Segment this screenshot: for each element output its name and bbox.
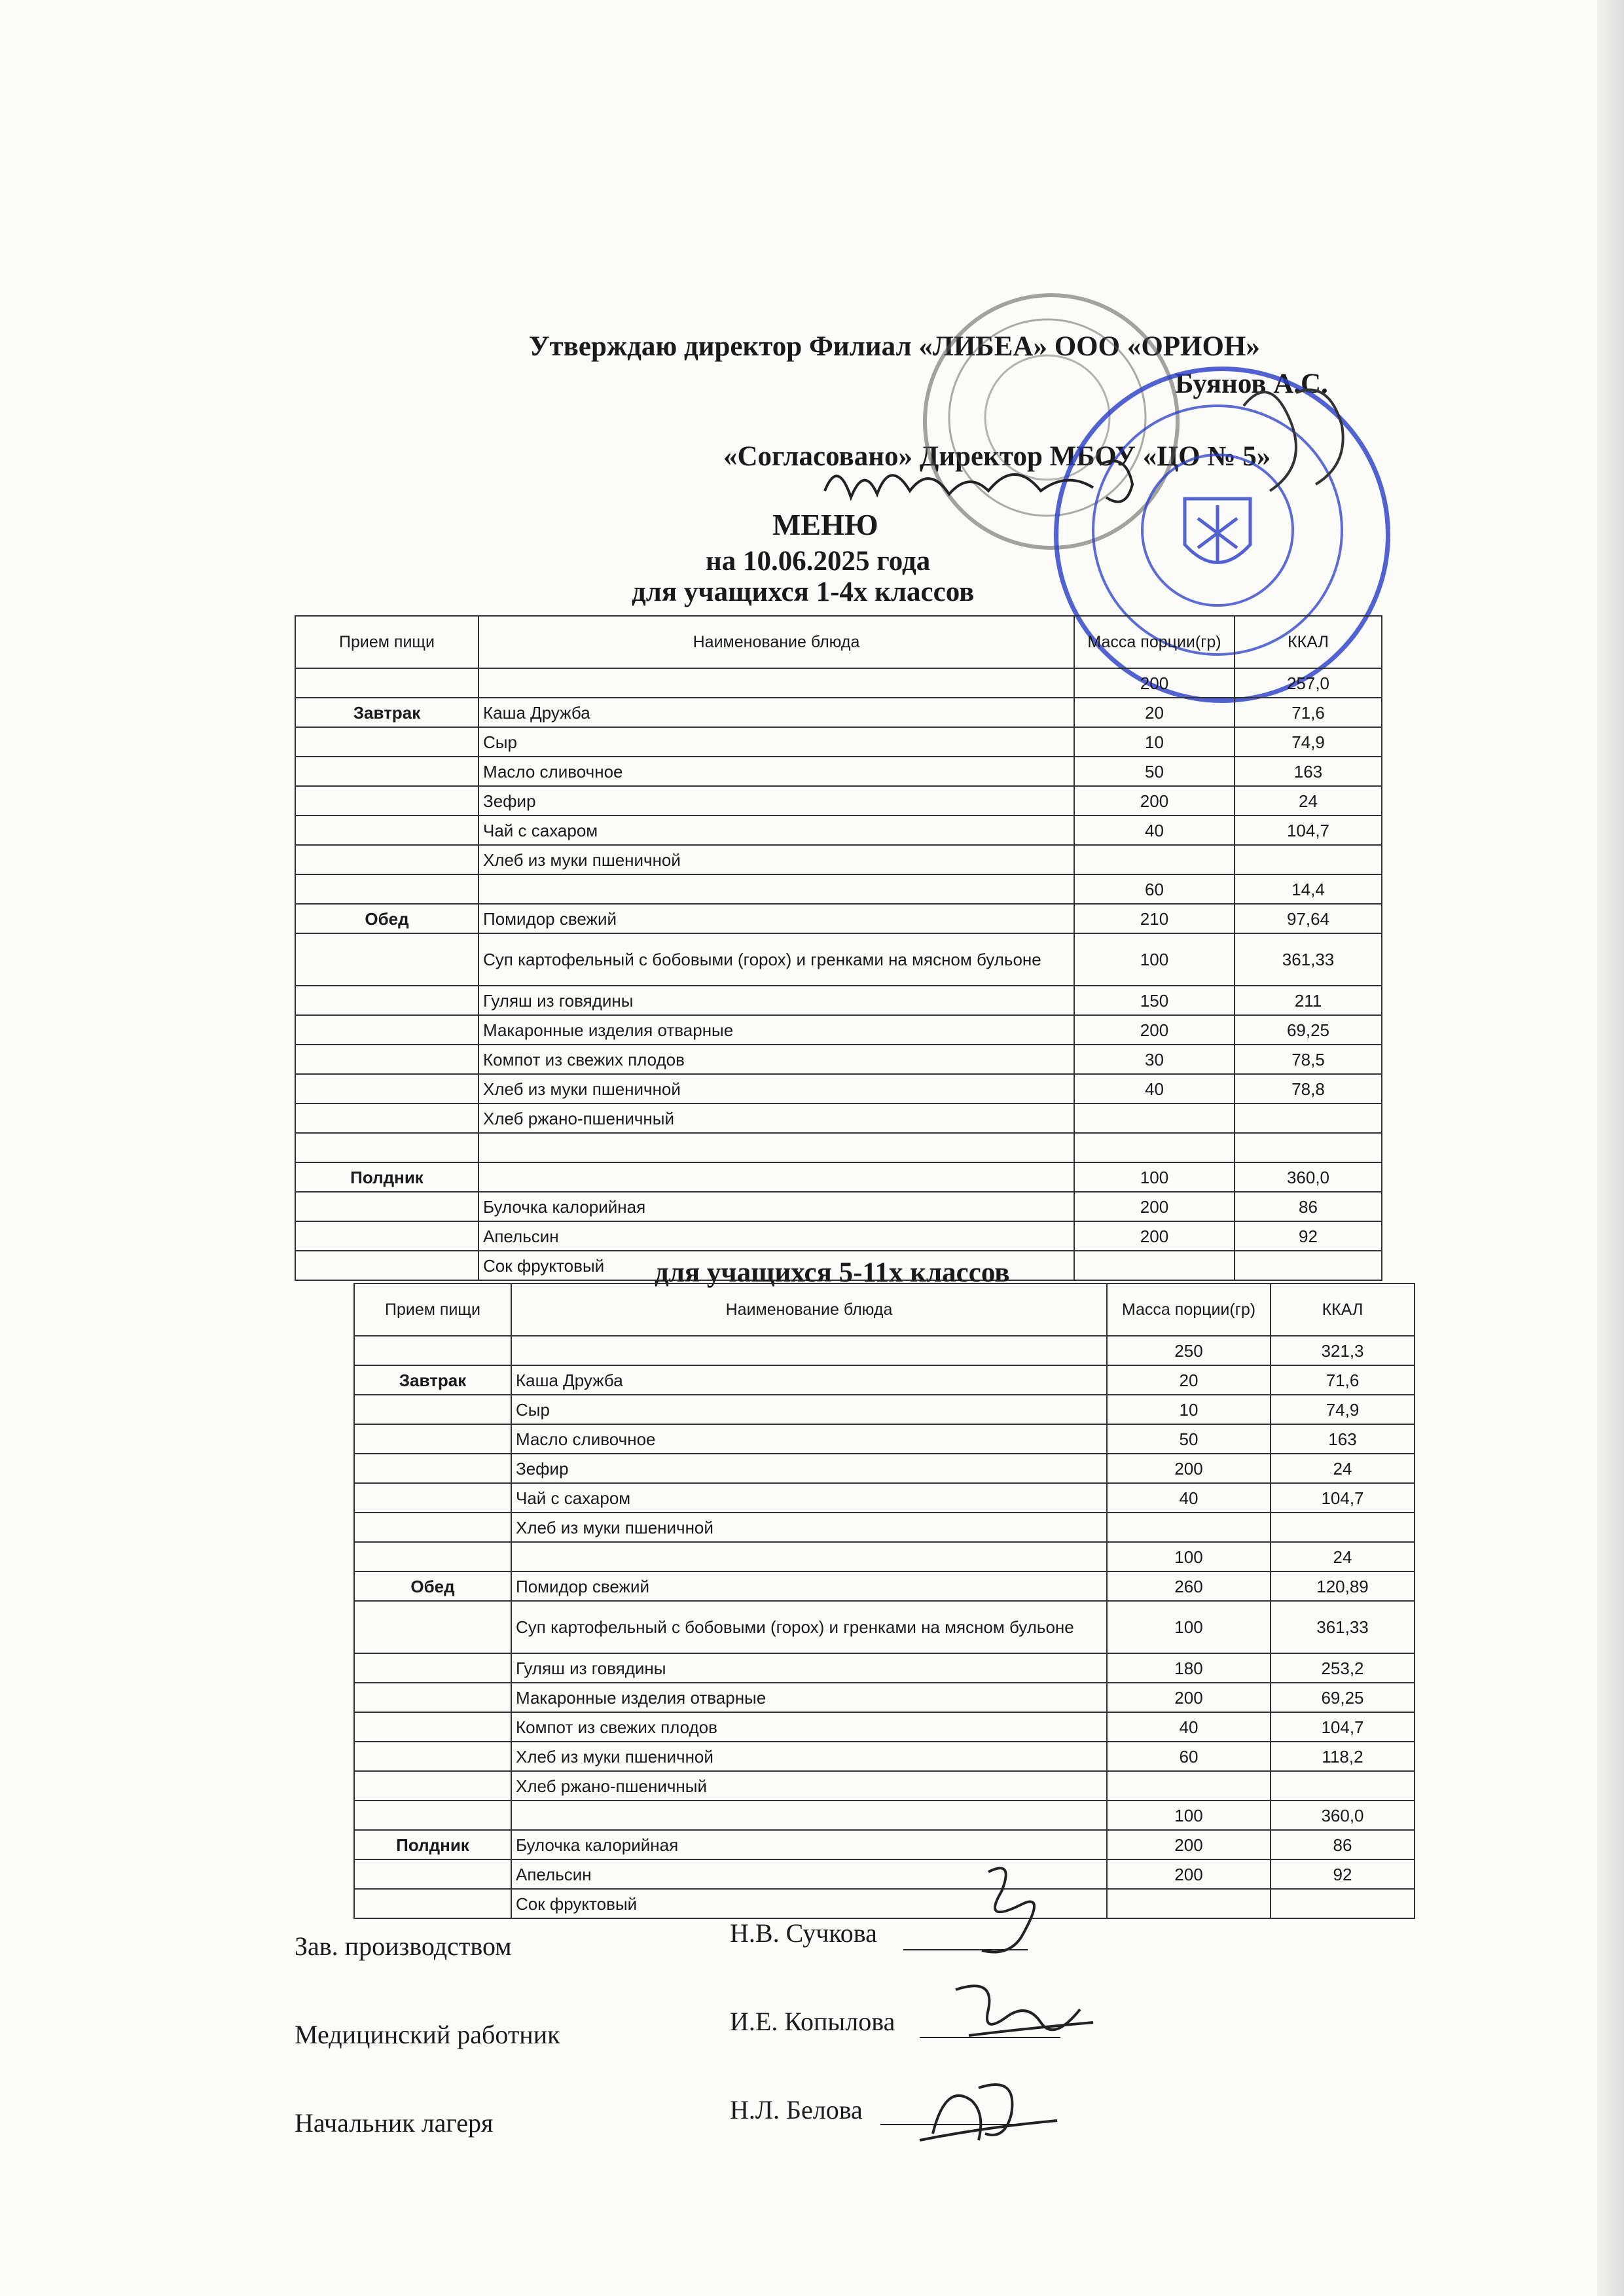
meal-cell xyxy=(295,1045,478,1074)
kcal-cell: 71,6 xyxy=(1235,698,1382,727)
dish-cell xyxy=(478,1162,1074,1192)
dish-cell: Масло сливочное xyxy=(478,757,1074,786)
mass-cell: 10 xyxy=(1107,1395,1271,1424)
table-row xyxy=(354,1454,1415,1483)
col-header-dish: Наименование блюда xyxy=(478,616,1074,668)
kcal-cell: 104,7 xyxy=(1271,1483,1415,1513)
menu-table-grades-5-11 xyxy=(353,1283,1415,1919)
kcal-cell: 92 xyxy=(1235,1221,1382,1251)
footer-name-production: Н.В. Сучкова xyxy=(730,1918,877,1948)
mass-cell: 20 xyxy=(1074,698,1235,727)
col-header-mass: Масса порции(гр) xyxy=(1107,1283,1271,1336)
table-row xyxy=(295,698,1382,727)
table-row xyxy=(354,1542,1415,1571)
kcal-cell: 253,2 xyxy=(1271,1653,1415,1683)
table-row xyxy=(295,1133,1382,1162)
meal-cell xyxy=(295,1074,478,1103)
dish-cell: Помидор свежий xyxy=(511,1571,1107,1601)
table-row xyxy=(295,1162,1382,1192)
kcal-cell: 257,0 xyxy=(1235,668,1382,698)
dish-cell: Апельсин xyxy=(511,1859,1107,1889)
dish-cell: Зефир xyxy=(478,786,1074,816)
dish-cell xyxy=(511,1542,1107,1571)
col-header-meal: Прием пищи xyxy=(354,1283,511,1336)
footer-role-production: Зав. производством xyxy=(295,1931,512,1961)
dish-cell: Хлеб из муки пшеничной xyxy=(478,1074,1074,1103)
table-row xyxy=(295,1192,1382,1221)
dish-cell xyxy=(478,874,1074,904)
dish-cell xyxy=(478,668,1074,698)
dish-cell: Компот из свежих плодов xyxy=(478,1045,1074,1074)
meal-cell xyxy=(295,1133,478,1162)
footer-name-medical: И.Е. Копылова xyxy=(730,2007,895,2036)
kcal-cell: 92 xyxy=(1271,1859,1415,1889)
menu-title: МЕНЮ xyxy=(772,508,878,541)
meal-cell xyxy=(295,986,478,1015)
dish-cell: Суп картофельный с бобовыми (горох) и гренками на мясном бульоне xyxy=(511,1601,1107,1653)
mass-cell: 100 xyxy=(1107,1801,1271,1830)
dish-cell: Компот из свежих плодов xyxy=(511,1712,1107,1742)
meal-cell xyxy=(295,1192,478,1221)
col-header-kcal: ККАЛ xyxy=(1235,616,1382,668)
dish-cell: Каша Дружба xyxy=(511,1365,1107,1395)
table-row xyxy=(354,1859,1415,1889)
mass-cell: 200 xyxy=(1107,1683,1271,1712)
mass-cell: 150 xyxy=(1074,986,1235,1015)
footer-role-camp-head: Начальник лагеря xyxy=(295,2108,494,2138)
mass-cell xyxy=(1074,845,1235,874)
production-signature xyxy=(943,1852,1074,1964)
table-row xyxy=(295,668,1382,698)
meal-cell xyxy=(354,1601,511,1653)
meal-cell xyxy=(354,1859,511,1889)
table-row xyxy=(354,1483,1415,1513)
meal-cell: Обед xyxy=(354,1571,511,1601)
mass-cell: 40 xyxy=(1074,816,1235,845)
mass-cell xyxy=(1107,1513,1271,1542)
mass-cell: 200 xyxy=(1107,1859,1271,1889)
kcal-cell: 74,9 xyxy=(1271,1395,1415,1424)
meal-cell xyxy=(354,1683,511,1712)
meal-cell xyxy=(295,1103,478,1133)
director-signature xyxy=(1231,367,1375,511)
dish-cell: Хлеб из муки пшеничной xyxy=(511,1513,1107,1542)
mass-cell: 200 xyxy=(1107,1454,1271,1483)
dish-cell: Гуляш из говядины xyxy=(478,986,1074,1015)
mass-cell: 50 xyxy=(1107,1424,1271,1454)
meal-cell xyxy=(354,1742,511,1771)
table-row xyxy=(354,1336,1415,1365)
meal-cell xyxy=(354,1513,511,1542)
mass-cell: 100 xyxy=(1107,1601,1271,1653)
table-row xyxy=(295,727,1382,757)
kcal-cell: 120,89 xyxy=(1271,1571,1415,1601)
kcal-cell xyxy=(1271,1513,1415,1542)
meal-cell xyxy=(295,757,478,786)
table-row xyxy=(295,986,1382,1015)
kcal-cell: 361,33 xyxy=(1271,1601,1415,1653)
kcal-cell: 14,4 xyxy=(1235,874,1382,904)
kcal-cell: 118,2 xyxy=(1271,1742,1415,1771)
kcal-cell: 86 xyxy=(1235,1192,1382,1221)
kcal-cell: 97,64 xyxy=(1235,904,1382,933)
meal-cell: Завтрак xyxy=(354,1365,511,1395)
kcal-cell xyxy=(1271,1771,1415,1801)
kcal-cell: 78,8 xyxy=(1235,1074,1382,1103)
dish-cell: Чай с сахаром xyxy=(511,1483,1107,1513)
col-header-dish: Наименование блюда xyxy=(511,1283,1107,1336)
kcal-cell: 74,9 xyxy=(1235,727,1382,757)
mass-cell xyxy=(1074,1133,1235,1162)
table-row xyxy=(354,1365,1415,1395)
mass-cell xyxy=(1074,1103,1235,1133)
meal-cell: Завтрак xyxy=(295,698,478,727)
kcal-cell xyxy=(1235,845,1382,874)
kcal-cell: 69,25 xyxy=(1271,1683,1415,1712)
table-row xyxy=(295,786,1382,816)
table-row xyxy=(295,845,1382,874)
mass-cell: 40 xyxy=(1107,1712,1271,1742)
mass-cell: 10 xyxy=(1074,727,1235,757)
table-row xyxy=(354,1889,1415,1918)
meal-cell xyxy=(354,1483,511,1513)
table-row xyxy=(295,874,1382,904)
dish-cell: Булочка калорийная xyxy=(511,1830,1107,1859)
agreed-signature xyxy=(818,445,1185,530)
table-row xyxy=(354,1424,1415,1454)
mass-cell: 60 xyxy=(1107,1742,1271,1771)
dish-cell: Сыр xyxy=(511,1395,1107,1424)
dish-cell xyxy=(511,1336,1107,1365)
table-row xyxy=(354,1653,1415,1683)
meal-cell xyxy=(354,1454,511,1483)
dish-cell: Масло сливочное xyxy=(511,1424,1107,1454)
col-header-meal: Прием пищи xyxy=(295,616,478,668)
meal-cell: Обед xyxy=(295,904,478,933)
dish-cell xyxy=(478,1133,1074,1162)
mass-cell: 20 xyxy=(1107,1365,1271,1395)
kcal-cell: 104,7 xyxy=(1271,1712,1415,1742)
meal-cell xyxy=(354,1542,511,1571)
meal-cell xyxy=(295,874,478,904)
menu-table-grades-1-4 xyxy=(295,615,1382,1281)
dish-cell: Гуляш из говядины xyxy=(511,1653,1107,1683)
meal-cell xyxy=(295,1221,478,1251)
mass-cell xyxy=(1107,1771,1271,1801)
kcal-cell: 24 xyxy=(1271,1454,1415,1483)
mass-cell: 210 xyxy=(1074,904,1235,933)
agreed-line: «Согласовано» Директор МБОУ «ЦО № 5» xyxy=(723,441,1271,472)
dish-cell xyxy=(511,1801,1107,1830)
mass-cell: 100 xyxy=(1074,1162,1235,1192)
dish-cell: Каша Дружба xyxy=(478,698,1074,727)
dish-cell: Макаронные изделия отварные xyxy=(511,1683,1107,1712)
dish-cell: Макаронные изделия отварные xyxy=(478,1015,1074,1045)
mass-cell: 40 xyxy=(1107,1483,1271,1513)
table-row xyxy=(354,1513,1415,1542)
scan-edge-shadow xyxy=(1597,0,1624,2296)
approval-name: Буянов А.С. xyxy=(1175,368,1328,399)
table-row xyxy=(354,1395,1415,1424)
dish-cell: Сыр xyxy=(478,727,1074,757)
kcal-cell: 360,0 xyxy=(1271,1801,1415,1830)
kcal-cell: 211 xyxy=(1235,986,1382,1015)
dish-cell: Суп картофельный с бобовыми (горох) и гренками на мясном бульоне xyxy=(478,933,1074,986)
mass-cell: 250 xyxy=(1107,1336,1271,1365)
kcal-cell: 360,0 xyxy=(1235,1162,1382,1192)
kcal-cell: 321,3 xyxy=(1271,1336,1415,1365)
mass-cell: 100 xyxy=(1074,933,1235,986)
kcal-cell: 24 xyxy=(1235,786,1382,816)
dish-cell: Сок фруктовый xyxy=(511,1889,1107,1918)
dish-cell: Хлеб из муки пшеничной xyxy=(511,1742,1107,1771)
mass-cell: 200 xyxy=(1074,786,1235,816)
table-row xyxy=(295,1015,1382,1045)
kcal-cell: 86 xyxy=(1271,1830,1415,1859)
dish-cell: Сок фруктовый xyxy=(478,1251,1074,1280)
mass-cell: 30 xyxy=(1074,1045,1235,1074)
dish-cell: Хлеб ржано-пшеничный xyxy=(511,1771,1107,1801)
table-row xyxy=(354,1683,1415,1712)
meal-cell xyxy=(354,1395,511,1424)
footer-role-medical: Медицинский работник xyxy=(295,2020,560,2049)
table-row xyxy=(354,1601,1415,1653)
mass-cell: 100 xyxy=(1107,1542,1271,1571)
table-row xyxy=(295,1045,1382,1074)
mass-cell: 40 xyxy=(1074,1074,1235,1103)
dish-cell: Помидор свежий xyxy=(478,904,1074,933)
table-row xyxy=(354,1742,1415,1771)
table1-caption: для учащихся 1-4х классов xyxy=(632,577,975,607)
meal-cell xyxy=(354,1336,511,1365)
kcal-cell: 24 xyxy=(1271,1542,1415,1571)
kcal-cell xyxy=(1235,1133,1382,1162)
meal-cell xyxy=(295,668,478,698)
meal-cell xyxy=(295,816,478,845)
kcal-cell: 163 xyxy=(1235,757,1382,786)
mass-cell: 180 xyxy=(1107,1653,1271,1683)
kcal-cell: 104,7 xyxy=(1235,816,1382,845)
meal-cell xyxy=(354,1712,511,1742)
col-header-mass: Масса порции(гр) xyxy=(1074,616,1235,668)
mass-cell: 200 xyxy=(1074,1221,1235,1251)
table-row xyxy=(295,1221,1382,1251)
meal-cell xyxy=(295,933,478,986)
kcal-cell xyxy=(1235,1103,1382,1133)
dish-cell: Хлеб из муки пшеничной xyxy=(478,845,1074,874)
dish-cell: Чай с сахаром xyxy=(478,816,1074,845)
meal-cell xyxy=(295,786,478,816)
mass-cell xyxy=(1107,1889,1271,1918)
meal-cell xyxy=(295,727,478,757)
table-row xyxy=(354,1712,1415,1742)
menu-date: на 10.06.2025 года xyxy=(706,546,931,577)
table-row xyxy=(295,816,1382,845)
meal-cell: Полдник xyxy=(354,1830,511,1859)
meal-cell: Полдник xyxy=(295,1162,478,1192)
meal-cell xyxy=(354,1424,511,1454)
kcal-cell: 361,33 xyxy=(1235,933,1382,986)
table-row xyxy=(354,1571,1415,1601)
mass-cell: 200 xyxy=(1074,1015,1235,1045)
table-row xyxy=(295,1074,1382,1103)
meal-cell xyxy=(354,1771,511,1801)
col-header-kcal: ККАЛ xyxy=(1271,1283,1415,1336)
mass-cell: 200 xyxy=(1074,1192,1235,1221)
kcal-cell: 71,6 xyxy=(1271,1365,1415,1395)
table-row xyxy=(295,1103,1382,1133)
meal-cell xyxy=(354,1653,511,1683)
mass-cell: 260 xyxy=(1107,1571,1271,1601)
kcal-cell xyxy=(1235,1251,1382,1280)
approval-line: Утверждаю директор Филиал «ЛИБЕА» ООО «ОРИОН» xyxy=(529,331,1260,362)
dish-cell: Булочка калорийная xyxy=(478,1192,1074,1221)
kcal-cell: 163 xyxy=(1271,1424,1415,1454)
footer-name-camp-head: Н.Л. Белова xyxy=(730,2095,863,2125)
kcal-cell: 78,5 xyxy=(1235,1045,1382,1074)
mass-cell xyxy=(1074,1251,1235,1280)
table-row xyxy=(295,904,1382,933)
kcal-cell xyxy=(1271,1889,1415,1918)
meal-cell xyxy=(354,1801,511,1830)
camp-head-signature xyxy=(907,2062,1064,2160)
table-row xyxy=(295,933,1382,986)
meal-cell xyxy=(354,1889,511,1918)
meal-cell xyxy=(295,1251,478,1280)
meal-cell xyxy=(295,845,478,874)
table-row xyxy=(295,757,1382,786)
medical-signature xyxy=(943,1970,1100,2062)
dish-cell: Зефир xyxy=(511,1454,1107,1483)
dish-cell: Хлеб ржано-пшеничный xyxy=(478,1103,1074,1133)
dish-cell: Апельсин xyxy=(478,1221,1074,1251)
mass-cell: 200 xyxy=(1074,668,1235,698)
kcal-cell: 69,25 xyxy=(1235,1015,1382,1045)
meal-cell xyxy=(295,1015,478,1045)
mass-cell: 200 xyxy=(1107,1830,1271,1859)
table-row xyxy=(354,1771,1415,1801)
mass-cell: 50 xyxy=(1074,757,1235,786)
mass-cell: 60 xyxy=(1074,874,1235,904)
table2-caption: для учащихся 5-11х классов xyxy=(655,1257,1010,1288)
table-row xyxy=(354,1801,1415,1830)
table-row xyxy=(354,1830,1415,1859)
